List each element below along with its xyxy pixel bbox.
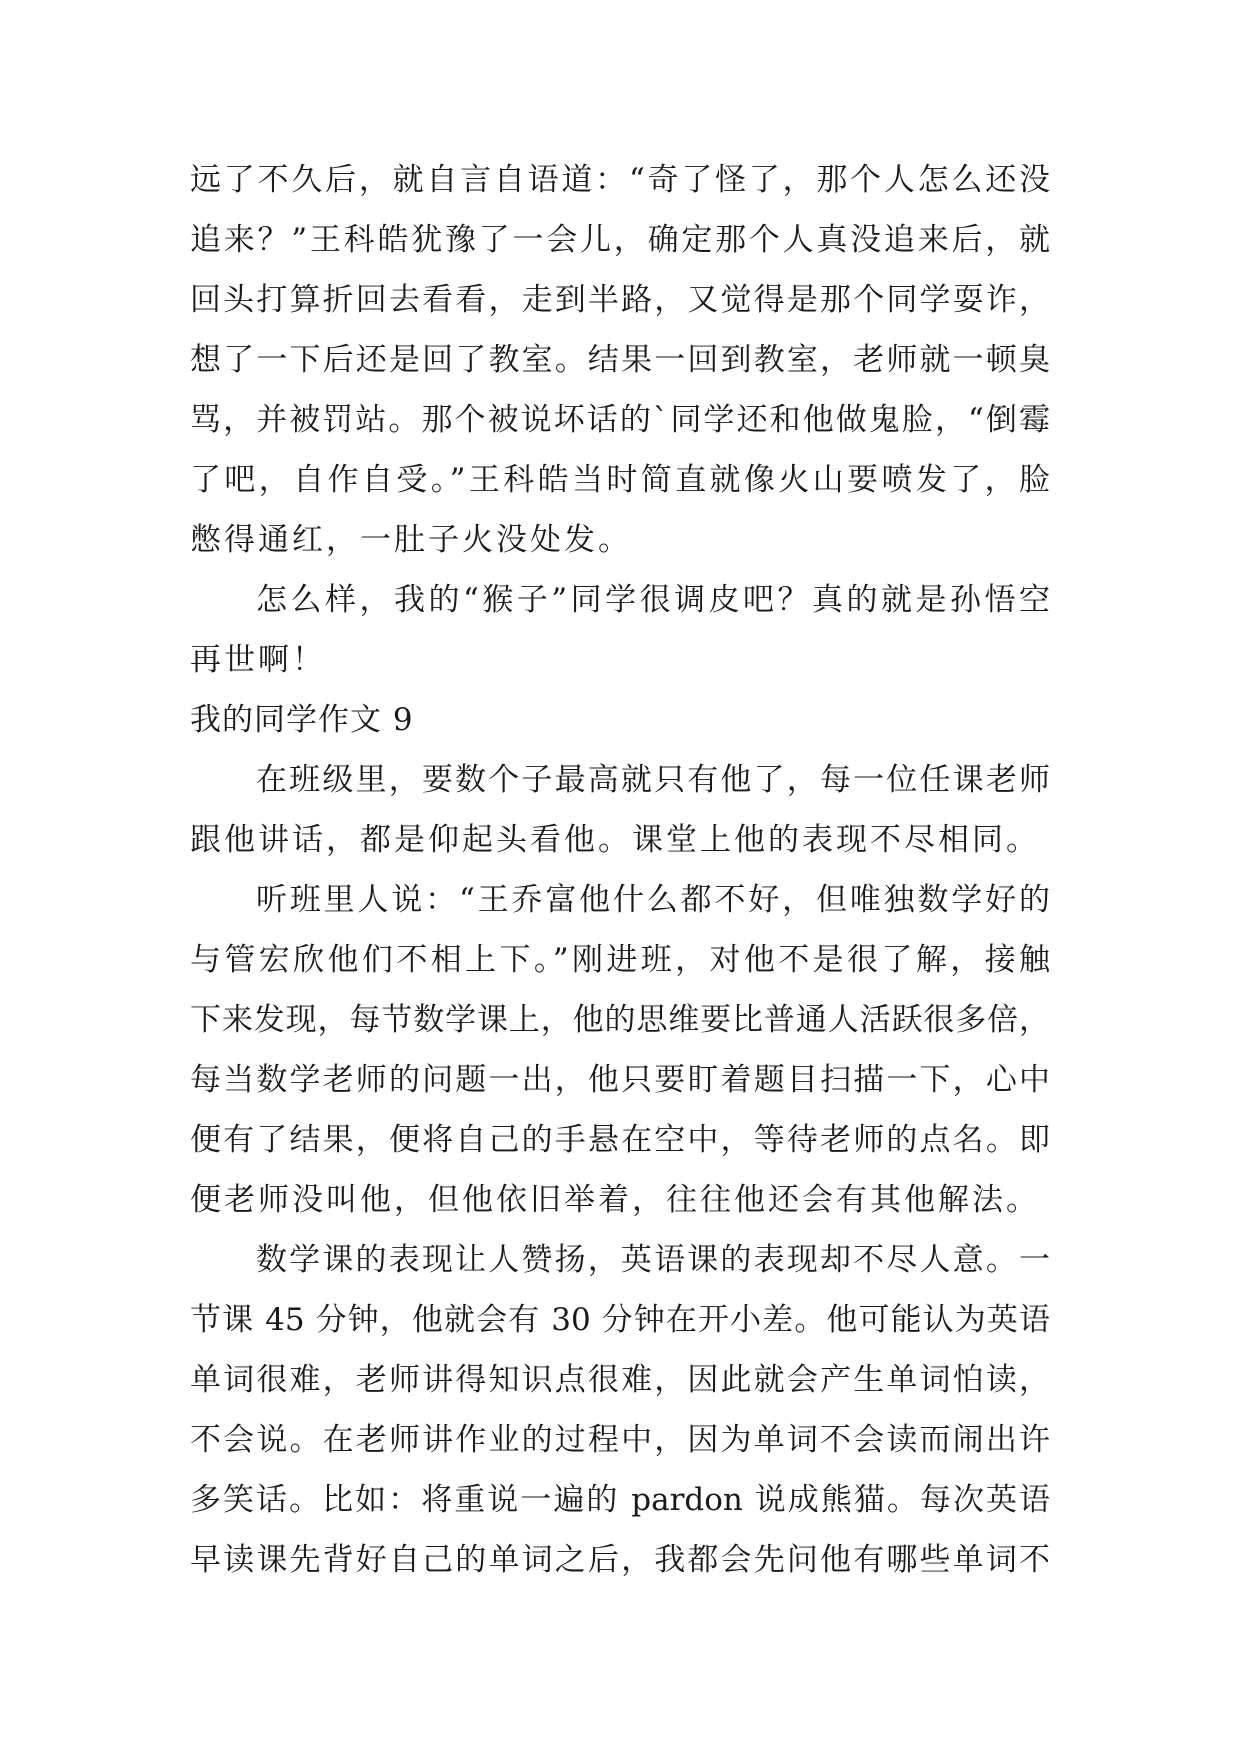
text-line: 了吧，自作自受。”王科皓当时简直就像火山要喷发了，脸 [190,462,1050,498]
text-line: 追来？”王科皓犹豫了一会儿，确定那个人真没追来后，就 [190,222,1050,258]
text-line: 便有了结果，便将自己的手悬在空中，等待老师的点名。即 [190,1122,1050,1158]
text-line: 憋得通红，一肚子火没处发。 [190,522,632,558]
paragraph-first-line: 在班级里，要数个子最高就只有他了，每一位任课老师 [256,762,1050,798]
text-line: 跟他讲话，都是仰起头看他。课堂上他的表现不尽相同。 [190,822,1040,858]
text-line: 想了一下后还是回了教室。结果一回到教室，老师就一顿臭 [190,342,1050,378]
section-heading: 我的同学作文 9 [190,702,414,738]
text-line: 早读课先背好自己的单词之后，我都会先问他有哪些单词不 [190,1542,1050,1578]
text-line: 与管宏欣他们不相上下。”刚进班，对他不是很了解，接触 [190,942,1050,978]
text-line: 下来发现，每节数学课上，他的思维要比普通人活跃很多倍， [190,1002,1050,1038]
text-line: 骂，并被罚站。那个被说坏话的`同学还和他做鬼脸，“倒霉 [190,402,1050,438]
text-line: 每当数学老师的问题一出，他只要盯着题目扫描一下，心中 [190,1062,1050,1098]
document-body [190,150,1050,1590]
text-line: 便老师没叫他，但他依旧举着，往往他还会有其他解法。 [190,1182,1040,1218]
paragraph-first-line: 数学课的表现让人赞扬，英语课的表现却不尽人意。一 [256,1242,1050,1278]
text-line: 多笑话。比如：将重说一遍的 pardon 说成熊猫。每次英语 [190,1482,1050,1518]
paragraph-first-line: 怎么样，我的“猴子”同学很调皮吧？真的就是孙悟空 [256,582,1050,618]
text-line: 单词很难，老师讲得知识点很难，因此就会产生单词怕读， [190,1362,1050,1398]
text-line: 再世啊！ [190,642,326,678]
text-line: 不会说。在老师讲作业的过程中，因为单词不会读而闹出许 [190,1422,1050,1458]
text-line: 节课 45 分钟，他就会有 30 分钟在开小差。他可能认为英语 [190,1302,1050,1338]
text-line: 回头打算折回去看看，走到半路，又觉得是那个同学耍诈， [190,282,1050,318]
text-line: 远了不久后，就自言自语道：“奇了怪了，那个人怎么还没 [190,162,1050,198]
paragraph-first-line: 听班里人说：“王乔富他什么都不好，但唯独数学好的 [256,882,1050,918]
